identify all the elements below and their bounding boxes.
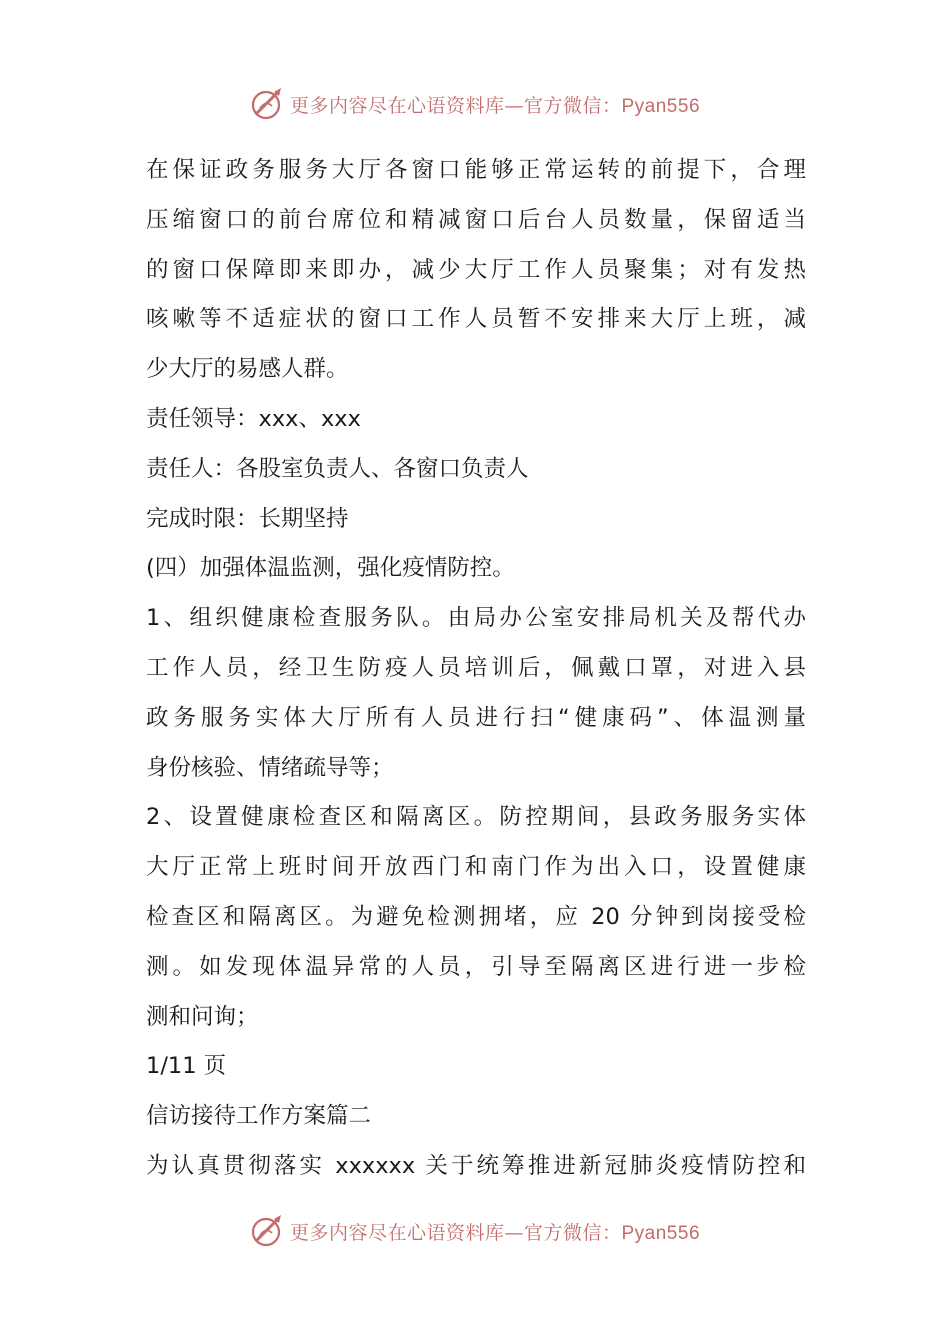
- paragraph-line: 咳嗽等不适症状的窗口工作人员暂不安排来大厅上班，减: [146, 306, 806, 333]
- paragraph-line: 政务服务实体大厅所有人员进行扫“健康码”、体温测量: [146, 704, 806, 731]
- responsible-leader-line: 责任领导：xxx、xxx: [146, 405, 361, 432]
- responsible-person-line: 责任人：各股室负责人、各窗口负责人: [146, 455, 529, 482]
- paragraph-line: 为认真贯彻落实 xxxxxx 关于统筹推进新冠肺炎疫情防控和: [146, 1152, 806, 1179]
- document-body: [146, 146, 806, 1192]
- paragraph-line: 在保证政务服务大厅各窗口能够正常运转的前提下，合理: [146, 157, 806, 183]
- paragraph-line: 的窗口保障即来即办，减少大厅工作人员聚集；对有发热: [146, 256, 806, 283]
- deadline-line: 完成时限：长期坚持: [146, 505, 349, 532]
- page-number: 1/11 页: [146, 1053, 227, 1080]
- paragraph-line: 大厅正常上班时间开放西门和南门作为出入口，设置健康: [146, 854, 806, 881]
- paragraph-line: 测和问询；: [146, 1003, 259, 1030]
- paragraph-line: 压缩窗口的前台席位和精减窗口后台人员数量，保留适当: [146, 206, 806, 233]
- paragraph-line: 1、组织健康检查服务队。由局办公室安排局机关及帮代办: [146, 605, 806, 632]
- paragraph-line: 2、设置健康检查区和隔离区。防控期间，县政务服务实体: [146, 804, 806, 831]
- watermark-text: 更多内容尽在心语资料库—官方微信：Pyan556: [289, 1221, 701, 1244]
- paragraph-line: 检查区和隔离区。为避免检测拥堵，应 20 分钟到岗接受检: [146, 903, 806, 930]
- paragraph-line: 测。如发现体温异常的人员，引导至隔离区进行进一步检: [146, 953, 806, 980]
- paragraph-line: 工作人员，经卫生防疫人员培训后，佩戴口罩，对进入县: [146, 654, 806, 681]
- pen-logo-icon: [250, 1213, 286, 1249]
- section-heading: (四）加强体温监测，强化疫情防控。: [146, 555, 515, 582]
- section-title: 信访接待工作方案篇二: [146, 1103, 372, 1130]
- paragraph-line: 少大厅的易感人群。: [146, 356, 349, 383]
- watermark-text: 更多内容尽在心语资料库—官方微信：Pyan556: [289, 94, 701, 117]
- header-watermark: [0, 84, 950, 124]
- footer-watermark: [0, 1211, 950, 1251]
- paragraph-line: 身份核验、情绪疏导等；: [146, 754, 394, 781]
- pen-logo-icon: [250, 86, 286, 122]
